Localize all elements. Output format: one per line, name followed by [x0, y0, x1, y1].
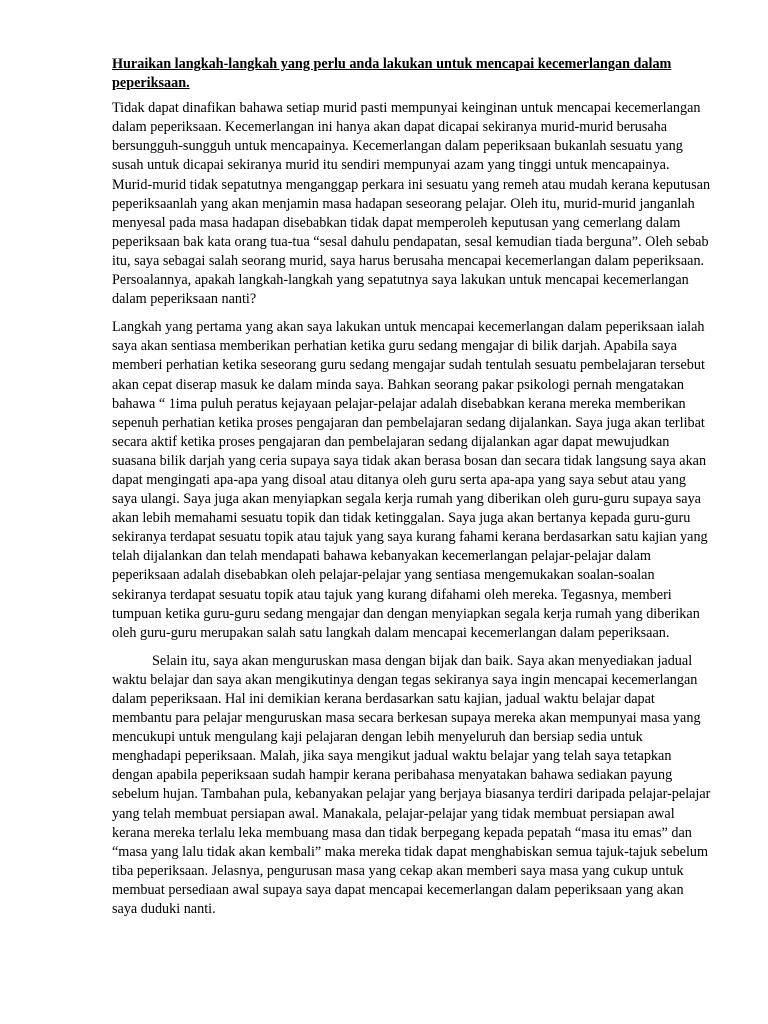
- intro-paragraph: Tidak dapat dinafikan bahawa setiap murid pasti mempunyai keinginan untuk mencapai kecemerlangan dalam peperiksaan. Kecemerlangan ini hanya akan dapat dicapai sekiranya murid-murid berusaha bersungguh-sungguh untuk mencapainya. Kecemerlangan dalam peperiksaan bukanlah sesuatu yang susah untuk dicapai sekiranya murid itu sendiri mempunyai azam yang tinggi untuk mencapainya. Murid-murid tidak sepatutnya menganggap perkara ini sesuatu yang remeh atau mudah kerana keputusan peperiksaanlah yang akan menjamin masa hadapan seseorang pelajar. Oleh itu, murid-murid janganlah menyesal pada masa hadapan disebabkan tidak dapat memperoleh keputusan yang cemerlang dalam peperiksaan bak kata orang tua-tua “sesal dahulu pendapatan, sesal kemudian tiada berguna”. Oleh sebab itu, saya sebagai salah seorang murid, saya harus berusaha mencapai kecemerlangan dalam peperiksaan. Persoalannya, apakah langkah-langkah yang sepatutnya saya lakukan untuk mencapai kecemerlangan dalam peperiksaan nanti?: [112, 100, 711, 308]
- body-paragraph-1: Langkah yang pertama yang akan saya lakukan untuk mencapai kecemerlangan dalam peperiksaan ialah saya akan sentiasa memberikan perhatian ketika guru sedang mengajar di bilik darjah. Apabila saya memberi perhatian ketika seseorang guru sedang mengajar sudah tentulah sesuatu pembelajaran tersebut akan cepat diserap masuk ke dalam minda saya. Bahkan seorang pakar psikologi pernah mengatakan bahawa “ 1ima puluh peratus kejayaan pelajar-pelajar adalah disebabkan kerana mereka memberikan sepenuh perhatian ketika proses pengajaran dan pembelajaran sedang dijalankan. Saya juga akan terlibat secara aktif ketika proses pengajaran dan pembelajaran sedang dijalankan agar dapat mewujudkan suasana bilik darjah yang ceria supaya saya tidak akan berasa bosan dan secara tidak langsung saya akan dapat mengingati apa-apa yang disoal atau ditanya oleh guru serta apa-apa yang saya sebut atau yang saya ulangi. Saya juga akan menyiapkan segala kerja rumah yang diberikan oleh guru-guru supaya saya akan lebih memahami sesuatu topik dan tidak ketinggalan. Saya juga akan bertanya kepada guru-guru sekiranya terdapat sesuatu topik atau tajuk yang saya kurang fahami kerana berdasarkan satu kajian yang telah dijalankan dan telah mendapati bahawa kebanyakan kecemerlangan pelajar-pelajar dalam peperiksaan adalah disebabkan oleh pelajar-pelajar yang sentiasa mengemukakan soalan-soalan sekiranya terdapat sesuatu topik atau tajuk yang kurang difahami oleh mereka. Tegasnya, memberi tumpuan ketika guru-guru sedang mengajar dan dengan menyiapkan segala kerja rumah yang diberikan oleh guru-guru merupakan salah satu langkah dalam mencapai kecemerlangan dalam peperiksaan.: [112, 319, 708, 641]
- essay-title: Huraikan langkah-langkah yang perlu anda lakukan untuk mencapai kecemerlangan dalam peperiksaan.: [112, 56, 672, 92]
- document-page: [112, 55, 712, 928]
- body-paragraph-2: Selain itu, saya akan menguruskan masa dengan bijak dan baik. Saya akan menyediakan jadual waktu belajar dan saya akan mengikutinya dengan tegas sekiranya saya ingin mencapai kecemerlangan dalam peperiksaan. Hal ini demikian kerana berdasarkan satu kajian, jadual waktu belajar dapat membantu para pelajar menguruskan masa secara berkesan supaya mereka akan mempunyai masa yang mencukupi untuk mengulang kaji pelajaran dengan lebih menyeluruh dan bersiap sedia untuk menghadapi peperiksaan. Malah, jika saya mengikut jadual waktu belajar yang telah saya tetapkan dengan apabila peperiksaan sudah hampir kerana peribahasa menyatakan bahawa sediakan payung sebelum hujan. Tambahan pula, kebanyakan pelajar yang berjaya biasanya terdiri daripada pelajar-pelajar yang telah membuat persiapan awal. Manakala, pelajar-pelajar yang tidak membuat persiapan awal kerana mereka terlalu leka membuang masa dan tidak berpegang kepada pepatah “masa itu emas” dan “masa yang lalu tidak akan kembali” maka mereka tidak dapat menghabiskan semua tajuk-tajuk sebelum tiba peperiksaan. Jelasnya, pengurusan masa yang cekap akan memberi saya masa yang cukup untuk membuat persediaan awal supaya saya dapat mencapai kecemerlangan dalam peperiksaan yang akan saya duduki nanti.: [112, 652, 711, 918]
